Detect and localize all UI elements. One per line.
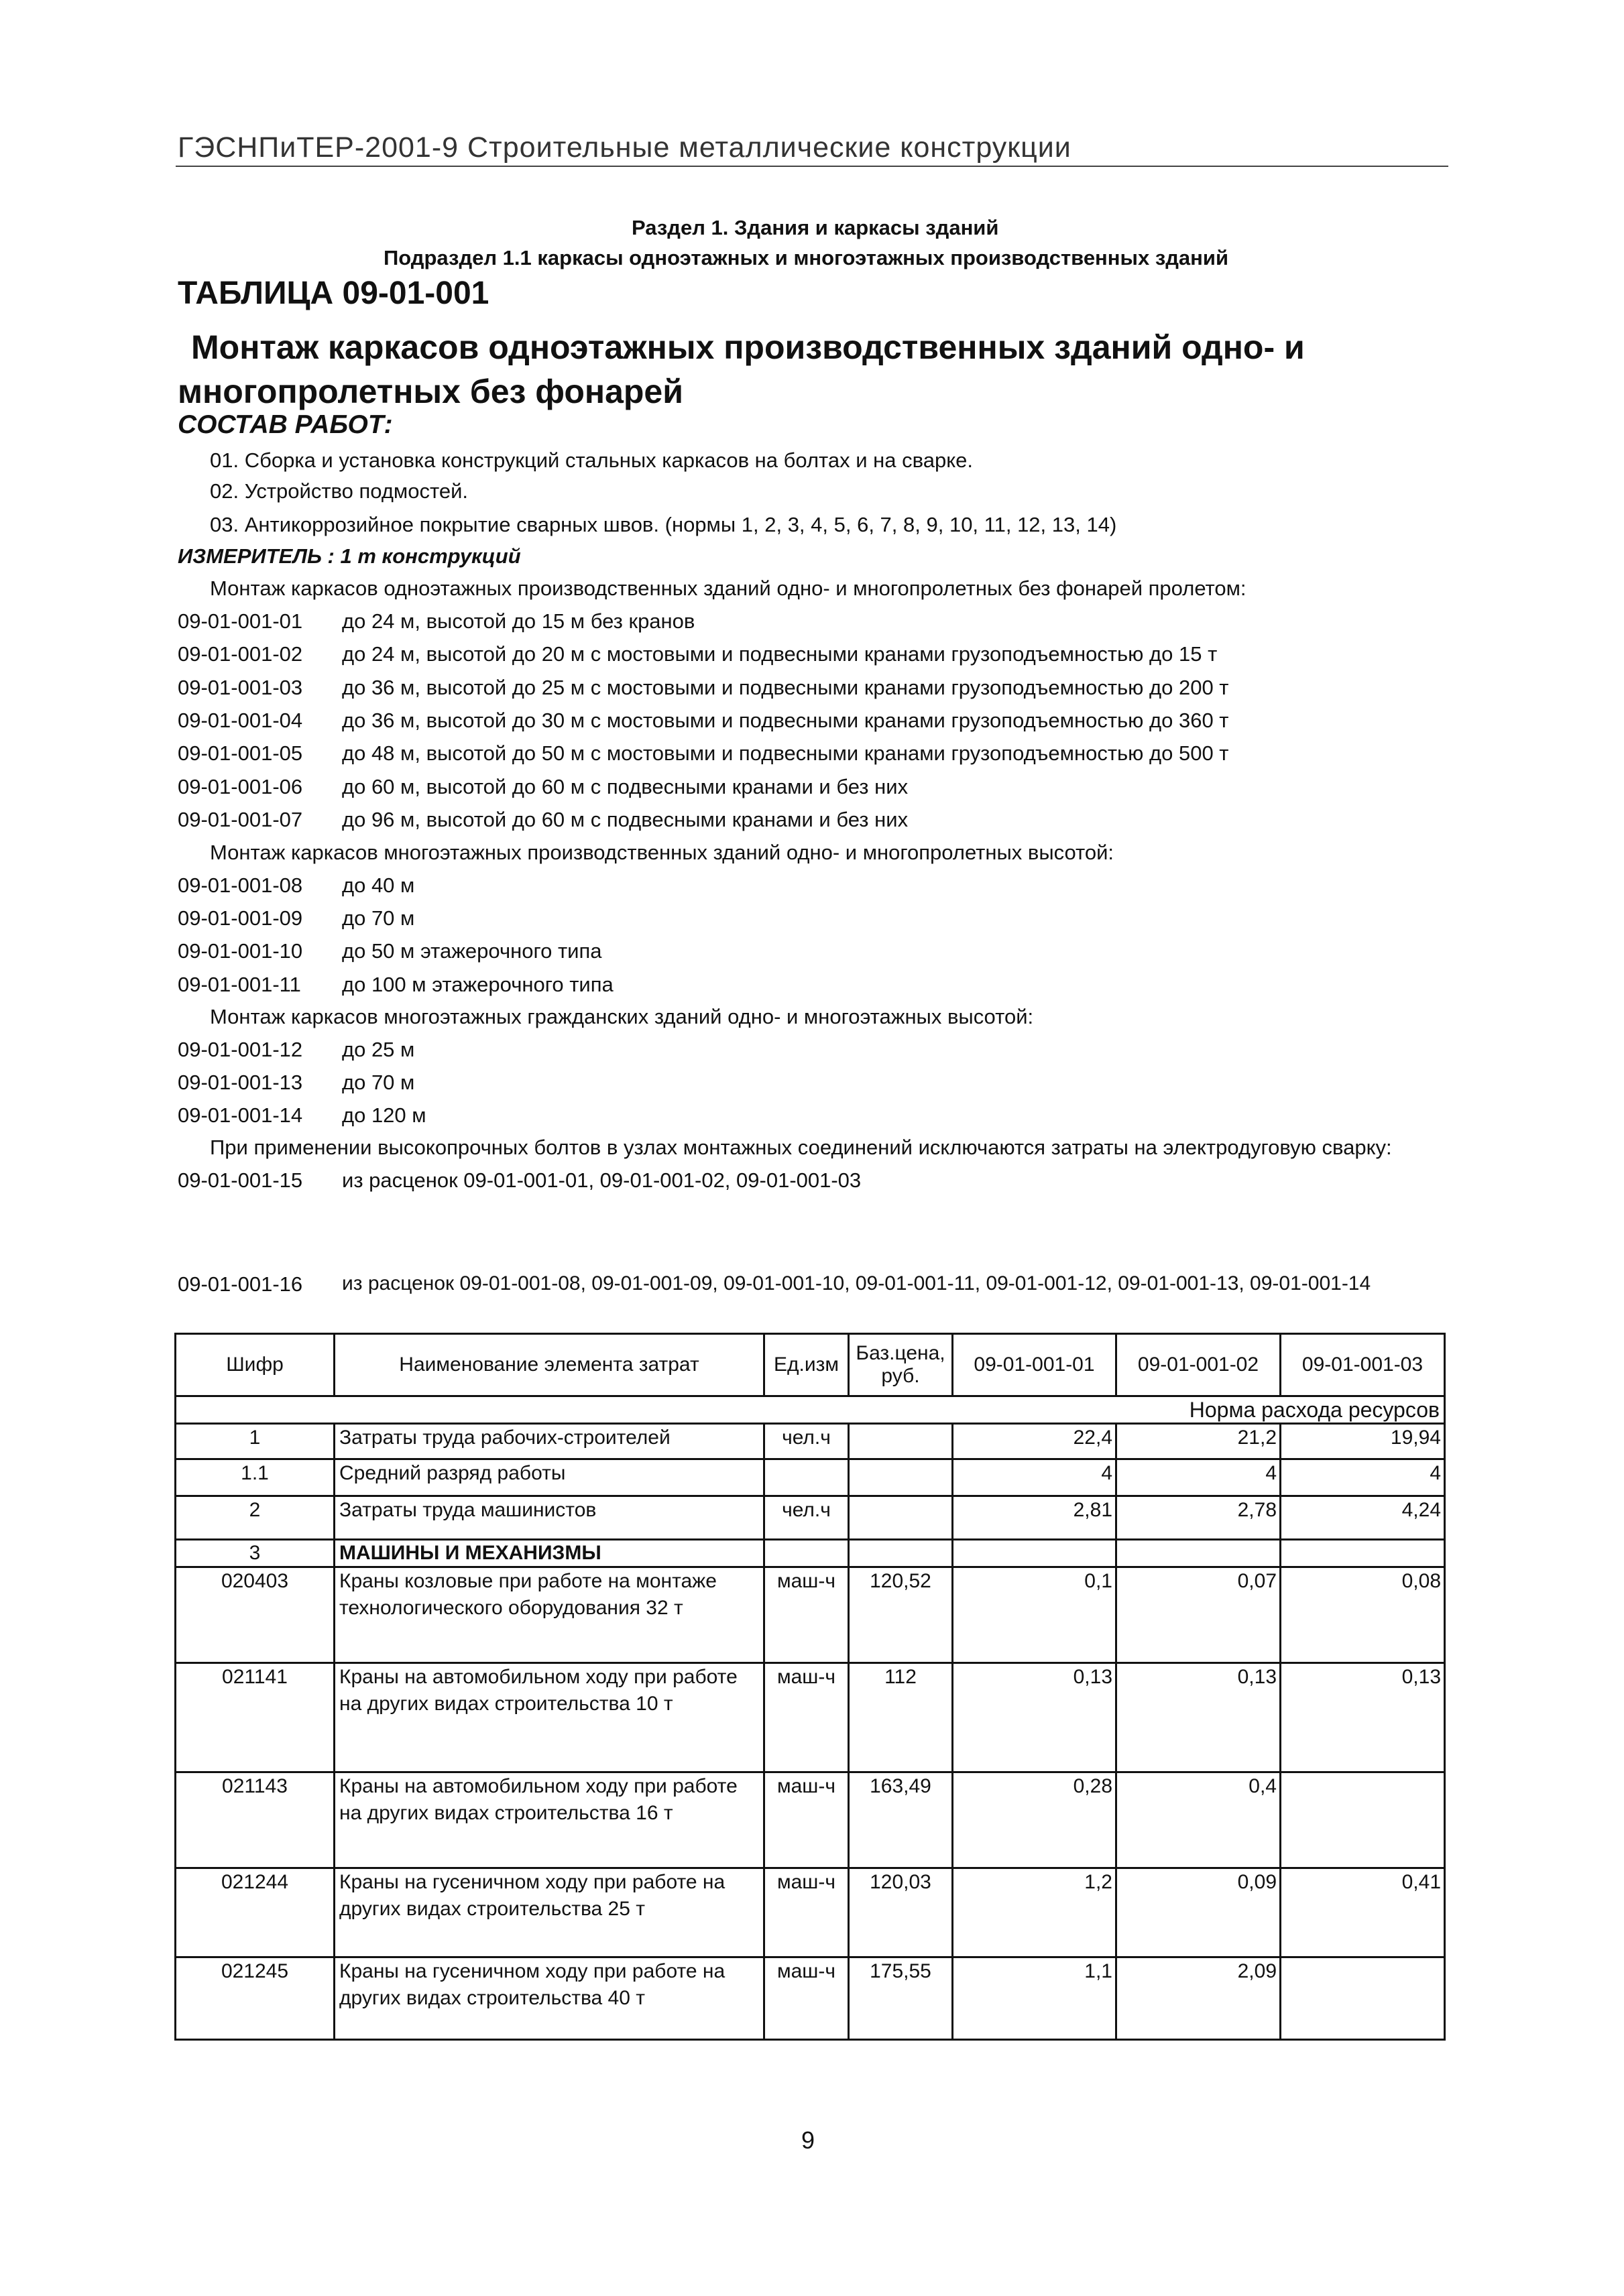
cell-name: Краны на автомобильном ходу при работе на других видах строительства 16 т bbox=[335, 1772, 764, 1868]
work-item: 03. Антикоррозийное покрытие сварных швов. (нормы 1, 2, 3, 4, 5, 6, 7, 8, 9, 10, 11, 12, 13, 14) bbox=[210, 513, 1117, 536]
cell-unit: маш-ч bbox=[764, 1957, 849, 2040]
cell-value: 1,2 bbox=[953, 1868, 1116, 1957]
cell-value: 0,28 bbox=[953, 1772, 1116, 1868]
table-row bbox=[176, 1957, 1445, 2040]
subsection-title: Подраздел 1.1 каркасы одноэтажных и многоэтажных производственных зданий bbox=[384, 246, 1228, 269]
price-desc: до 24 м, высотой до 15 м без кранов bbox=[342, 609, 695, 633]
cell-price bbox=[849, 1496, 953, 1540]
work-item: 01. Сборка и установка конструкций стальных каркасов на болтах и на сварке. bbox=[210, 448, 974, 472]
col-header: Ед.изм bbox=[764, 1334, 849, 1396]
price-desc: до 40 м bbox=[342, 873, 415, 897]
cell-unit bbox=[764, 1459, 849, 1496]
col-header: Наименование элемента затрат bbox=[335, 1334, 764, 1396]
cell-price: 120,03 bbox=[849, 1868, 953, 1957]
cell-value bbox=[1281, 1957, 1445, 2040]
resource-table bbox=[174, 1333, 1446, 2041]
cell-unit: маш-ч bbox=[764, 1868, 849, 1957]
price-code: 09-01-001-09 bbox=[178, 906, 303, 930]
price-code: 09-01-001-08 bbox=[178, 873, 303, 897]
cell-price bbox=[849, 1459, 953, 1496]
page-number: 9 bbox=[801, 2126, 815, 2154]
table-title-line2: многопролетных без фонарей bbox=[178, 373, 683, 410]
cell-value bbox=[1281, 1772, 1445, 1868]
cell-price: 175,55 bbox=[849, 1957, 953, 2040]
cell-unit: маш-ч bbox=[764, 1772, 849, 1868]
cell-value: 22,4 bbox=[953, 1424, 1116, 1459]
cell-code: 1.1 bbox=[176, 1459, 335, 1496]
price-code: 09-01-001-14 bbox=[178, 1103, 303, 1127]
price-code: 09-01-001-04 bbox=[178, 709, 303, 732]
table-row bbox=[176, 1540, 1445, 1567]
price-desc: до 70 м bbox=[342, 1071, 415, 1094]
cell-code: 1 bbox=[176, 1424, 335, 1459]
table-row bbox=[176, 1663, 1445, 1772]
cell-unit: чел.ч bbox=[764, 1424, 849, 1459]
cell-unit: маш-ч bbox=[764, 1567, 849, 1663]
group-intro: Монтаж каркасов одноэтажных производственных зданий одно- и многопролетных без фонарей пролетом: bbox=[210, 577, 1246, 600]
cell-name: Краны козловые при работе на монтаже технологического оборудования 32 т bbox=[335, 1567, 764, 1663]
cell-price: 120,52 bbox=[849, 1567, 953, 1663]
norm-label: Норма расхода ресурсов bbox=[176, 1396, 1445, 1424]
cell-value: 1,1 bbox=[953, 1957, 1116, 2040]
header-rule bbox=[176, 166, 1448, 167]
price-code: 09-01-001-07 bbox=[178, 808, 303, 831]
cell-value: 2,78 bbox=[1116, 1496, 1281, 1540]
table-row bbox=[176, 1496, 1445, 1540]
table-header-row bbox=[176, 1334, 1445, 1396]
cell-value: 2,81 bbox=[953, 1496, 1116, 1540]
price-desc: до 70 м bbox=[342, 906, 415, 930]
measure-unit: ИЗМЕРИТЕЛЬ : 1 т конструкций bbox=[178, 544, 521, 568]
norm-row bbox=[176, 1396, 1445, 1424]
price-code: 09-01-001-12 bbox=[178, 1038, 303, 1061]
cell-value: 4 bbox=[1281, 1459, 1445, 1496]
col-header: Баз.цена, руб. bbox=[849, 1334, 953, 1396]
price-code: 09-01-001-03 bbox=[178, 676, 303, 699]
cell-name: Краны на гусеничном ходу при работе на других видах строительства 25 т bbox=[335, 1868, 764, 1957]
table-row bbox=[176, 1459, 1445, 1496]
cell-price: 112 bbox=[849, 1663, 953, 1772]
cell-unit: чел.ч bbox=[764, 1496, 849, 1540]
cell-price: 163,49 bbox=[849, 1772, 953, 1868]
table-title-line1: Монтаж каркасов одноэтажных производственных зданий одно- и bbox=[191, 328, 1305, 366]
cell-value bbox=[1281, 1540, 1445, 1567]
group-intro: Монтаж каркасов многоэтажных гражданских зданий одно- и многоэтажных высотой: bbox=[210, 1005, 1034, 1028]
price-code: 09-01-001-16 bbox=[178, 1272, 303, 1296]
cell-value: 21,2 bbox=[1116, 1424, 1281, 1459]
cell-name: Краны на гусеничном ходу при работе на других видах строительства 40 т bbox=[335, 1957, 764, 2040]
cell-code: 020403 bbox=[176, 1567, 335, 1663]
price-desc: до 96 м, высотой до 60 м с подвесными кранами и без них bbox=[342, 808, 909, 831]
group-intro: При применении высокопрочных болтов в узлах монтажных соединений исключаются затраты на электродуговую сварку: bbox=[210, 1136, 1392, 1159]
table-number: ТАБЛИЦА 09-01-001 bbox=[178, 276, 489, 311]
cell-value: 19,94 bbox=[1281, 1424, 1445, 1459]
price-desc: до 120 м bbox=[342, 1103, 426, 1127]
cell-value: 0,4 bbox=[1116, 1772, 1281, 1868]
col-header: 09-01-001-03 bbox=[1281, 1334, 1445, 1396]
cell-unit bbox=[764, 1540, 849, 1567]
price-code: 09-01-001-11 bbox=[178, 973, 301, 996]
col-header: Шифр bbox=[176, 1334, 335, 1396]
price-code: 09-01-001-15 bbox=[178, 1168, 303, 1192]
price-code: 09-01-001-02 bbox=[178, 642, 303, 666]
cell-value: 4,24 bbox=[1281, 1496, 1445, 1540]
price-code: 09-01-001-10 bbox=[178, 939, 303, 963]
price-code: 09-01-001-01 bbox=[178, 609, 303, 633]
cell-name: Затраты труда рабочих-строителей bbox=[335, 1424, 764, 1459]
cell-name: Краны на автомобильном ходу при работе на других видах строительства 10 т bbox=[335, 1663, 764, 1772]
price-desc: до 48 м, высотой до 50 м с мостовыми и подвесными кранами грузоподъемностью до 500 т bbox=[342, 741, 1229, 765]
work-heading: СОСТАВ РАБОТ: bbox=[178, 410, 393, 439]
cell-value bbox=[1116, 1540, 1281, 1567]
price-desc: из расценок 09-01-001-08, 09-01-001-09, 09-01-001-10, 09-01-001-11, 09-01-001-12, 09-01-001-13, 09-01-001-14 bbox=[342, 1272, 1371, 1294]
cell-name: Средний разряд работы bbox=[335, 1459, 764, 1496]
cell-value bbox=[953, 1540, 1116, 1567]
cell-value: 0,09 bbox=[1116, 1868, 1281, 1957]
group-intro: Монтаж каркасов многоэтажных производственных зданий одно- и многопролетных высотой: bbox=[210, 841, 1114, 864]
cell-value: 0,13 bbox=[953, 1663, 1116, 1772]
cell-code: 021245 bbox=[176, 1957, 335, 2040]
cell-value: 4 bbox=[953, 1459, 1116, 1496]
cell-name: МАШИНЫ И МЕХАНИЗМЫ bbox=[335, 1540, 764, 1567]
work-item: 02. Устройство подмостей. bbox=[210, 479, 469, 503]
col-header: 09-01-001-02 bbox=[1116, 1334, 1281, 1396]
cell-value: 0,41 bbox=[1281, 1868, 1445, 1957]
cell-code: 021143 bbox=[176, 1772, 335, 1868]
cell-value: 0,13 bbox=[1116, 1663, 1281, 1772]
price-desc: до 100 м этажерочного типа bbox=[342, 973, 614, 996]
price-code: 09-01-001-06 bbox=[178, 775, 303, 798]
table-row bbox=[176, 1868, 1445, 1957]
cell-price bbox=[849, 1424, 953, 1459]
col-header: 09-01-001-01 bbox=[953, 1334, 1116, 1396]
table-row bbox=[176, 1772, 1445, 1868]
cell-code: 3 bbox=[176, 1540, 335, 1567]
price-desc: до 24 м, высотой до 20 м с мостовыми и подвесными кранами грузоподъемностью до 15 т bbox=[342, 642, 1218, 666]
price-desc: до 60 м, высотой до 60 м с подвесными кранами и без них bbox=[342, 775, 909, 798]
cell-value: 0,08 bbox=[1281, 1567, 1445, 1663]
price-desc: до 36 м, высотой до 25 м с мостовыми и подвесными кранами грузоподъемностью до 200 т bbox=[342, 676, 1229, 699]
price-code: 09-01-001-13 bbox=[178, 1071, 303, 1094]
cell-price bbox=[849, 1540, 953, 1567]
price-desc: из расценок 09-01-001-01, 09-01-001-02, 09-01-001-03 bbox=[342, 1168, 862, 1192]
cell-value: 2,09 bbox=[1116, 1957, 1281, 2040]
price-desc: до 25 м bbox=[342, 1038, 415, 1061]
price-desc: до 50 м этажерочного типа bbox=[342, 939, 602, 963]
cell-value: 4 bbox=[1116, 1459, 1281, 1496]
price-desc: до 36 м, высотой до 30 м с мостовыми и подвесными кранами грузоподъемностью до 360 т bbox=[342, 709, 1229, 732]
price-code: 09-01-001-05 bbox=[178, 741, 303, 765]
cell-name: Затраты труда машинистов bbox=[335, 1496, 764, 1540]
table-row bbox=[176, 1424, 1445, 1459]
table-row bbox=[176, 1567, 1445, 1663]
section-title: Раздел 1. Здания и каркасы зданий bbox=[632, 216, 999, 239]
cell-unit: маш-ч bbox=[764, 1663, 849, 1772]
cell-value: 0,07 bbox=[1116, 1567, 1281, 1663]
cell-code: 021141 bbox=[176, 1663, 335, 1772]
running-header: ГЭСНПиТЕР-2001-9 Строительные металлические конструкции bbox=[178, 131, 1071, 164]
cell-value: 0,1 bbox=[953, 1567, 1116, 1663]
cell-code: 2 bbox=[176, 1496, 335, 1540]
cell-code: 021244 bbox=[176, 1868, 335, 1957]
cell-value: 0,13 bbox=[1281, 1663, 1445, 1772]
